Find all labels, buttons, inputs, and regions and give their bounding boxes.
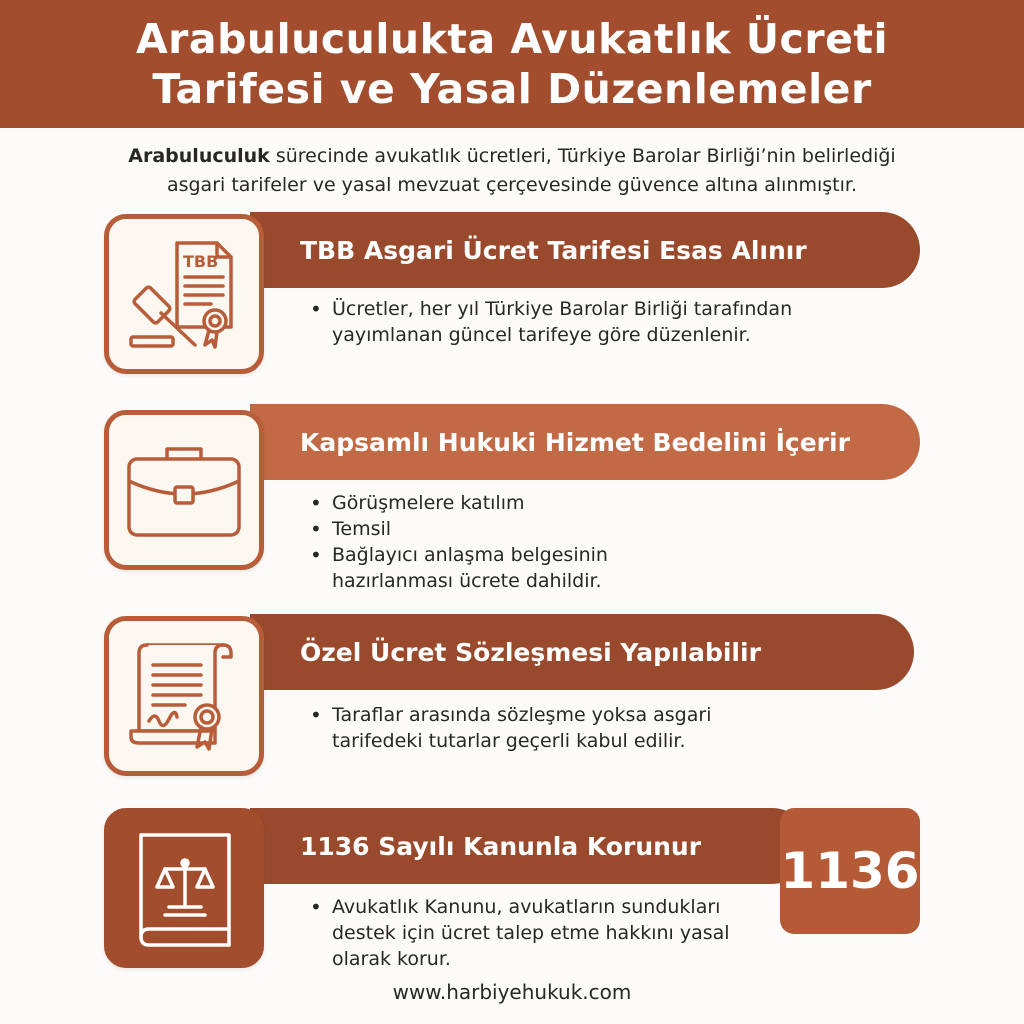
list-item: • Görüşmelere katılım <box>310 490 608 516</box>
section-bullets <box>310 490 608 594</box>
section-title-bar <box>250 404 920 480</box>
section-title: Özel Ücret Sözleşmesi Yapılabilir <box>300 637 761 667</box>
list-item: • Bağlayıcı anlaşma belgesinin hazırlanması ücrete dahildir. <box>310 542 608 594</box>
section-title-bar <box>250 808 810 884</box>
intro-line1: sürecinde avukatlık ücretleri, Türkiye Barolar Birliği’nin belirlediği <box>269 145 896 167</box>
list-item: • Avukatlık Kanunu, avukatların sundukları destek için ücret talep etme hakkını yasal olarak korur. <box>310 894 730 972</box>
page-title-line2: Tarifesi ve Yasal Düzenlemeler <box>152 65 872 113</box>
intro-line2: asgari tarifeler ve yasal mevzuat çerçevesinde güvence altına alınmıştır. <box>166 174 858 196</box>
list-item: • Temsil <box>310 516 608 542</box>
svg-text:TBB: TBB <box>183 252 219 271</box>
section-bullets <box>310 296 792 348</box>
gavel-document-icon <box>104 214 264 374</box>
section-bullets <box>310 894 730 972</box>
section-title-bar <box>250 614 914 690</box>
section-title: 1136 Sayılı Kanunla Korunur <box>300 831 702 861</box>
section-title-bar <box>250 212 920 288</box>
list-item: • Ücretler, her yıl Türkiye Barolar Birliği tarafından yayımlanan güncel tarifeye göre düzenlenir. <box>310 296 792 348</box>
list-item: • Taraflar arasında sözleşme yoksa asgari tarifedeki tutarlar geçerli kabul edilir. <box>310 702 711 754</box>
section-bullets <box>310 702 711 754</box>
page-title <box>136 14 888 114</box>
briefcase-icon <box>104 410 264 570</box>
section-title: Kapsamlı Hukuki Hizmet Bedelini İçerir <box>300 427 850 457</box>
law-book-scales-icon <box>104 808 264 968</box>
section-title: TBB Asgari Ücret Tarifesi Esas Alınır <box>300 235 807 265</box>
page-title-line1: Arabuluculukta Avukatlık Ücreti <box>135 15 889 63</box>
contract-scroll-icon <box>104 616 264 776</box>
intro-text <box>40 142 984 200</box>
page-header <box>0 0 1024 128</box>
website-url: www.harbiyehukuk.com <box>392 980 632 1004</box>
law-number-badge: 1136 <box>780 808 920 934</box>
intro-bold: Arabuluculuk <box>128 145 270 167</box>
